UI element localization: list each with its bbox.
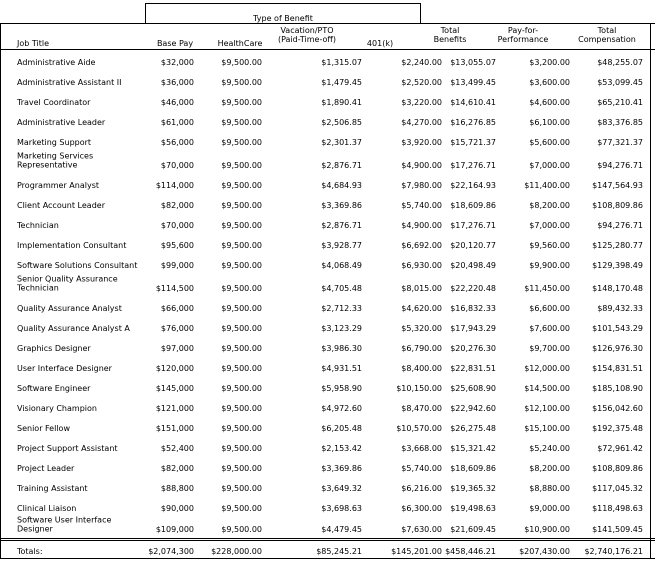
cell-401k: $7,630.00 [401, 525, 442, 534]
cell-401k: $5,740.00 [401, 464, 442, 473]
cell-total-benefits: $22,220.48 [450, 284, 496, 293]
cell-pay-for-performance: $9,000.00 [529, 504, 570, 513]
cell-total-compensation: $192,375.48 [592, 424, 643, 433]
column-header-vacation-pto: Vacation/PTO (Paid-Time-off) [277, 26, 337, 44]
cell-job-title: Visionary Champion [17, 404, 97, 413]
cell-healthcare: $9,500.00 [221, 464, 262, 473]
cell-pay-for-performance: $7,000.00 [529, 161, 570, 170]
cell-total-benefits: $17,276.71 [450, 161, 496, 170]
cell-total-compensation: $72,961.42 [597, 444, 643, 453]
cell-vacation-pto: $3,649.32 [321, 484, 362, 493]
cell-healthcare: $9,500.00 [221, 118, 262, 127]
cell-total-benefits: $14,610.41 [450, 98, 496, 107]
cell-healthcare: $9,500.00 [221, 261, 262, 270]
cell-base-pay: $114,000 [155, 181, 194, 190]
cell-total-compensation: $147,564.93 [592, 181, 643, 190]
cell-base-pay: $70,000 [160, 221, 194, 230]
cell-401k: $3,920.00 [401, 138, 442, 147]
table-bottom-line [0, 558, 655, 559]
cell-base-pay: $56,000 [160, 138, 194, 147]
totals-top-line-1 [0, 538, 655, 539]
cell-job-title: Administrative Leader [17, 118, 106, 127]
column-header-healthcare: HealthCare [217, 39, 263, 48]
total-base-pay: $2,074,300 [148, 547, 194, 556]
cell-job-title: Software Engineer [17, 384, 91, 393]
cell-healthcare: $9,500.00 [221, 58, 262, 67]
cell-total-benefits: $20,276.30 [450, 344, 496, 353]
cell-job-title: Administrative Aide [17, 58, 96, 67]
cell-401k: $7,980.00 [401, 181, 442, 190]
cell-base-pay: $90,000 [160, 504, 194, 513]
cell-total-compensation: $118,498.63 [592, 504, 643, 513]
totals-label: Totals: [17, 547, 43, 556]
cell-vacation-pto: $4,479.45 [321, 525, 362, 534]
cell-total-benefits: $20,120.77 [450, 241, 496, 250]
cell-vacation-pto: $3,369.86 [321, 464, 362, 473]
cell-401k: $6,300.00 [401, 504, 442, 513]
cell-healthcare: $9,500.00 [221, 344, 262, 353]
cell-total-compensation: $156,042.60 [592, 404, 643, 413]
cell-vacation-pto: $6,205.48 [321, 424, 362, 433]
type-of-benefit-box-left [145, 3, 146, 23]
cell-base-pay: $114,500 [155, 284, 194, 293]
cell-total-compensation: $83,376.85 [597, 118, 643, 127]
cell-401k: $6,790.00 [401, 344, 442, 353]
cell-job-title: Client Account Leader [17, 201, 105, 210]
cell-pay-for-performance: $7,600.00 [529, 324, 570, 333]
cell-total-benefits: $15,721.37 [450, 138, 496, 147]
cell-pay-for-performance: $9,700.00 [529, 344, 570, 353]
cell-total-compensation: $101,543.29 [592, 324, 643, 333]
cell-job-title: Quality Assurance Analyst [17, 304, 122, 313]
cell-401k: $4,900.00 [401, 161, 442, 170]
cell-total-benefits: $21,609.45 [450, 525, 496, 534]
cell-total-compensation: $77,321.37 [597, 138, 643, 147]
cell-vacation-pto: $3,369.86 [321, 201, 362, 210]
cell-401k: $6,692.00 [401, 241, 442, 250]
cell-pay-for-performance: $14,500.00 [524, 384, 570, 393]
cell-vacation-pto: $3,928.77 [321, 241, 362, 250]
cell-total-benefits: $25,608.90 [450, 384, 496, 393]
column-header-pay-for-performance: Pay-for- Performance [497, 26, 549, 44]
cell-healthcare: $9,500.00 [221, 221, 262, 230]
cell-total-compensation: $148,170.48 [592, 284, 643, 293]
cell-vacation-pto: $2,506.85 [321, 118, 362, 127]
cell-vacation-pto: $4,705.48 [321, 284, 362, 293]
cell-vacation-pto: $1,315.07 [321, 58, 362, 67]
cell-base-pay: $82,000 [160, 201, 194, 210]
column-header-total-benefits: Total Benefits [433, 26, 467, 44]
cell-total-benefits: $26,275.48 [450, 424, 496, 433]
cell-total-benefits: $19,498.63 [450, 504, 496, 513]
cell-total-compensation: $117,045.32 [592, 484, 643, 493]
cell-401k: $2,520.00 [401, 78, 442, 87]
cell-healthcare: $9,500.00 [221, 364, 262, 373]
cell-total-benefits: $22,942.60 [450, 404, 496, 413]
column-header-total-compensation: Total Compensation [578, 26, 636, 44]
cell-base-pay: $109,000 [155, 525, 194, 534]
cell-pay-for-performance: $7,000.00 [529, 221, 570, 230]
cell-job-title: Senior Fellow [17, 424, 70, 433]
total-pay-for-performance: $207,430.00 [519, 547, 570, 556]
cell-total-compensation: $108,809.86 [592, 201, 643, 210]
cell-total-compensation: $48,255.07 [597, 58, 643, 67]
cell-pay-for-performance: $10,900.00 [524, 525, 570, 534]
cell-healthcare: $9,500.00 [221, 484, 262, 493]
cell-401k: $10,150.00 [396, 384, 442, 393]
cell-total-benefits: $22,164.93 [450, 181, 496, 190]
cell-total-benefits: $17,943.29 [450, 324, 496, 333]
cell-total-benefits: $18,609.86 [450, 464, 496, 473]
cell-healthcare: $9,500.00 [221, 404, 262, 413]
cell-total-compensation: $154,831.51 [592, 364, 643, 373]
total-total-compensation: $2,740,176.21 [584, 547, 643, 556]
cell-healthcare: $9,500.00 [221, 138, 262, 147]
cell-401k: $3,220.00 [401, 98, 442, 107]
cell-base-pay: $99,000 [160, 261, 194, 270]
cell-total-compensation: $108,809.86 [592, 464, 643, 473]
cell-401k: $5,740.00 [401, 201, 442, 210]
type-of-benefit-box-right [420, 3, 421, 23]
cell-401k: $6,930.00 [401, 261, 442, 270]
cell-pay-for-performance: $11,400.00 [524, 181, 570, 190]
cell-base-pay: $95,600 [160, 241, 194, 250]
cell-vacation-pto: $2,876.71 [321, 161, 362, 170]
cell-job-title: Administrative Assistant II [17, 78, 122, 87]
cell-base-pay: $97,000 [160, 344, 194, 353]
cell-401k: $5,320.00 [401, 324, 442, 333]
cell-healthcare: $9,500.00 [221, 284, 262, 293]
cell-job-title: User Interface Designer [17, 364, 112, 373]
cell-vacation-pto: $4,684.93 [321, 181, 362, 190]
cell-vacation-pto: $1,479.45 [321, 78, 362, 87]
cell-vacation-pto: $2,712.33 [321, 304, 362, 313]
type-of-benefit-box-top [145, 3, 421, 4]
cell-base-pay: $82,000 [160, 464, 194, 473]
cell-vacation-pto: $3,698.63 [321, 504, 362, 513]
cell-total-compensation: $65,210.41 [597, 98, 643, 107]
cell-total-compensation: $185,108.90 [592, 384, 643, 393]
cell-healthcare: $9,500.00 [221, 424, 262, 433]
cell-job-title: Programmer Analyst [17, 181, 100, 190]
cell-base-pay: $70,000 [160, 161, 194, 170]
cell-job-title: Software User Interface Designer [17, 515, 112, 534]
cell-total-benefits: $15,321.42 [450, 444, 496, 453]
cell-total-compensation: $94,276.71 [597, 221, 643, 230]
cell-401k: $4,270.00 [401, 118, 442, 127]
cell-pay-for-performance: $8,200.00 [529, 201, 570, 210]
cell-job-title: Travel Coordinator [17, 98, 91, 107]
cell-total-benefits: $16,832.33 [450, 304, 496, 313]
cell-401k: $10,570.00 [396, 424, 442, 433]
cell-job-title: Implementation Consultant [17, 241, 127, 250]
cell-401k: $8,015.00 [401, 284, 442, 293]
cell-total-benefits: $18,609.86 [450, 201, 496, 210]
cell-healthcare: $9,500.00 [221, 324, 262, 333]
cell-total-benefits: $13,055.07 [450, 58, 496, 67]
cell-vacation-pto: $4,931.51 [321, 364, 362, 373]
type-of-benefit-label: Type of Benefit [253, 14, 313, 23]
cell-401k: $8,400.00 [401, 364, 442, 373]
cell-pay-for-performance: $11,450.00 [524, 284, 570, 293]
cell-base-pay: $61,000 [160, 118, 194, 127]
cell-vacation-pto: $5,958.90 [321, 384, 362, 393]
cell-base-pay: $36,000 [160, 78, 194, 87]
cell-base-pay: $145,000 [155, 384, 194, 393]
cell-total-benefits: $22,831.51 [450, 364, 496, 373]
cell-healthcare: $9,500.00 [221, 78, 262, 87]
cell-job-title: Marketing Services Representative [17, 151, 94, 170]
cell-base-pay: $32,000 [160, 58, 194, 67]
cell-job-title: Project Support Assistant [17, 444, 118, 453]
cell-job-title: Technician [17, 221, 59, 230]
cell-job-title: Clinical Liaison [17, 504, 77, 513]
cell-401k: $4,900.00 [401, 221, 442, 230]
cell-healthcare: $9,500.00 [221, 181, 262, 190]
cell-vacation-pto: $3,123.29 [321, 324, 362, 333]
cell-pay-for-performance: $8,880.00 [529, 484, 570, 493]
cell-healthcare: $9,500.00 [221, 98, 262, 107]
cell-pay-for-performance: $5,240.00 [529, 444, 570, 453]
header-top-line [0, 23, 655, 24]
cell-healthcare: $9,500.00 [221, 161, 262, 170]
cell-401k: $8,470.00 [401, 404, 442, 413]
cell-total-compensation: $126,976.30 [592, 344, 643, 353]
cell-base-pay: $88,800 [160, 484, 194, 493]
cell-pay-for-performance: $6,100.00 [529, 118, 570, 127]
cell-total-benefits: $19,365.32 [450, 484, 496, 493]
cell-total-compensation: $125,280.77 [592, 241, 643, 250]
cell-vacation-pto: $1,890.41 [321, 98, 362, 107]
cell-job-title: Senior Quality Assurance Technician [17, 274, 118, 293]
cell-pay-for-performance: $4,600.00 [529, 98, 570, 107]
cell-pay-for-performance: $3,600.00 [529, 78, 570, 87]
cell-vacation-pto: $3,986.30 [321, 344, 362, 353]
cell-pay-for-performance: $3,200.00 [529, 58, 570, 67]
cell-total-compensation: $94,276.71 [597, 161, 643, 170]
cell-job-title: Project Leader [17, 464, 75, 473]
cell-total-benefits: $17,276.71 [450, 221, 496, 230]
cell-base-pay: $120,000 [155, 364, 194, 373]
cell-job-title: Marketing Support [17, 138, 92, 147]
cell-401k: $2,240.00 [401, 58, 442, 67]
total-401k: $145,201.00 [391, 547, 442, 556]
cell-job-title: Training Assistant [17, 484, 88, 493]
table-left-border [0, 23, 1, 559]
cell-401k: $4,620.00 [401, 304, 442, 313]
cell-base-pay: $46,000 [160, 98, 194, 107]
total-vacation-pto: $85,245.21 [316, 547, 362, 556]
column-header-401k: 401(k) [366, 39, 394, 48]
cell-pay-for-performance: $12,100.00 [524, 404, 570, 413]
column-header-job-title: Job Title [17, 39, 50, 48]
cell-pay-for-performance: $9,560.00 [529, 241, 570, 250]
cell-total-benefits: $13,499.45 [450, 78, 496, 87]
cell-base-pay: $66,000 [160, 304, 194, 313]
cell-pay-for-performance: $8,200.00 [529, 464, 570, 473]
cell-healthcare: $9,500.00 [221, 384, 262, 393]
cell-vacation-pto: $4,972.60 [321, 404, 362, 413]
cell-total-benefits: $20,498.49 [450, 261, 496, 270]
cell-pay-for-performance: $12,000.00 [524, 364, 570, 373]
cell-healthcare: $9,500.00 [221, 304, 262, 313]
total-total-benefits: $458,446.21 [445, 547, 496, 556]
cell-401k: $6,216.00 [401, 484, 442, 493]
cell-pay-for-performance: $5,600.00 [529, 138, 570, 147]
cell-total-compensation: $53,099.45 [597, 78, 643, 87]
cell-job-title: Quality Assurance Analyst A [17, 324, 130, 333]
cell-pay-for-performance: $15,100.00 [524, 424, 570, 433]
cell-healthcare: $9,500.00 [221, 525, 262, 534]
cell-healthcare: $9,500.00 [221, 201, 262, 210]
totals-top-line-2 [0, 540, 655, 541]
cell-base-pay: $52,400 [160, 444, 194, 453]
cell-healthcare: $9,500.00 [221, 504, 262, 513]
total-healthcare: $228,000.00 [211, 547, 262, 556]
cell-pay-for-performance: $9,900.00 [529, 261, 570, 270]
cell-job-title: Graphics Designer [17, 344, 91, 353]
cell-401k: $3,668.00 [401, 444, 442, 453]
header-bottom-line [0, 49, 655, 50]
cell-healthcare: $9,500.00 [221, 444, 262, 453]
table-right-border [650, 23, 651, 559]
cell-healthcare: $9,500.00 [221, 241, 262, 250]
cell-total-compensation: $141,509.45 [592, 525, 643, 534]
cell-vacation-pto: $4,068.49 [321, 261, 362, 270]
cell-total-compensation: $89,432.33 [597, 304, 643, 313]
cell-job-title: Software Solutions Consultant [17, 261, 138, 270]
cell-total-benefits: $16,276.85 [450, 118, 496, 127]
cell-base-pay: $76,000 [160, 324, 194, 333]
cell-pay-for-performance: $6,600.00 [529, 304, 570, 313]
cell-vacation-pto: $2,876.71 [321, 221, 362, 230]
cell-base-pay: $121,000 [155, 404, 194, 413]
cell-total-compensation: $129,398.49 [592, 261, 643, 270]
cell-base-pay: $151,000 [155, 424, 194, 433]
column-header-base-pay: Base Pay [156, 39, 194, 48]
cell-vacation-pto: $2,301.37 [321, 138, 362, 147]
cell-vacation-pto: $2,153.42 [321, 444, 362, 453]
